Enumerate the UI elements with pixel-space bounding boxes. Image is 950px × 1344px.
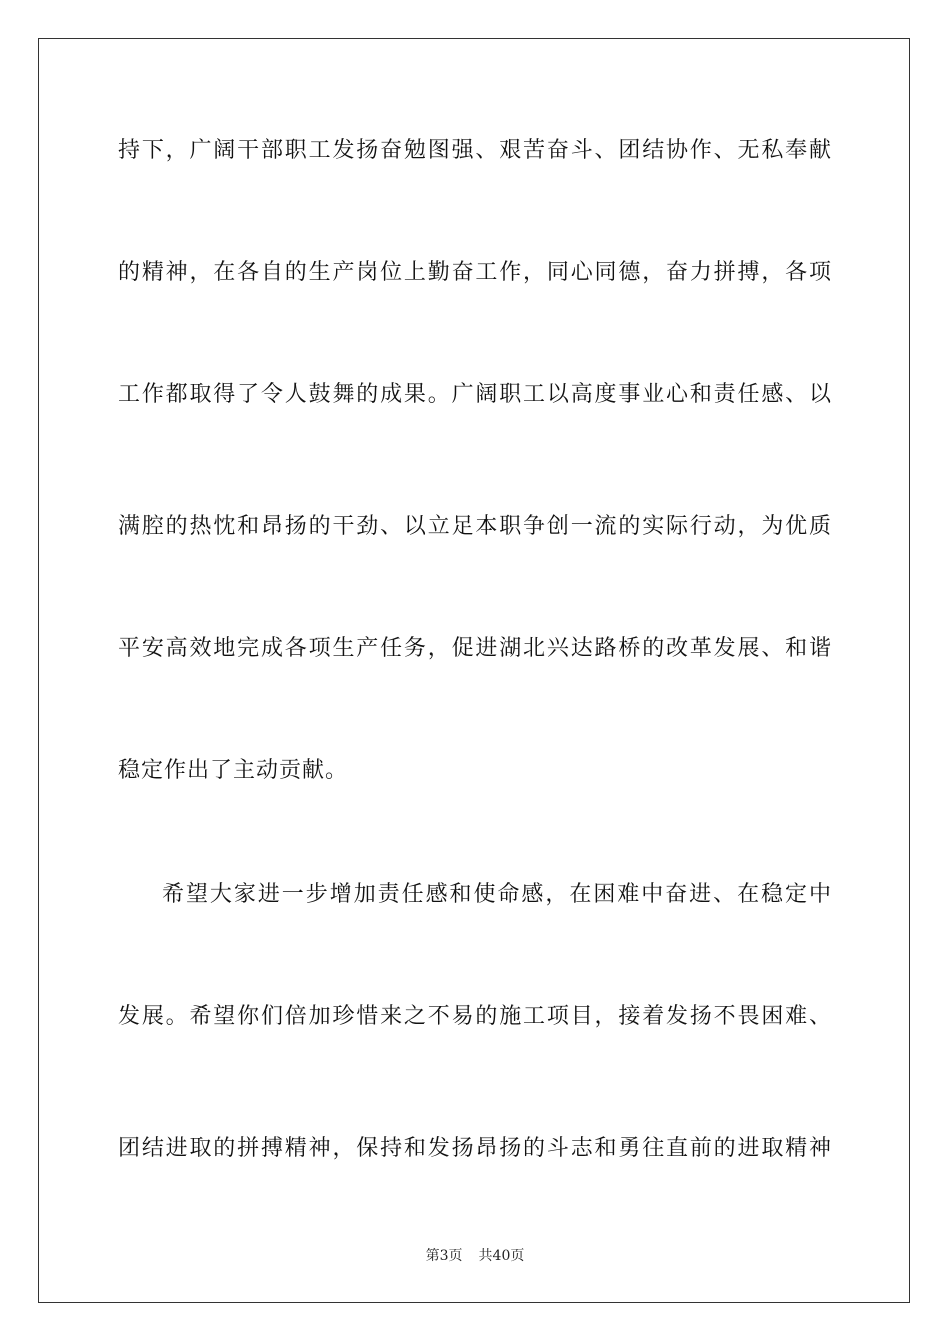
text-line-7-paragraph-start: 希望大家进一步增加责任感和使命感，在困难中奋进、在稳定中 <box>162 882 832 907</box>
text-line-5: 平安高效地完成各项生产任务，促进湖北兴达路桥的改革发展、和谐 <box>118 636 832 661</box>
page-footer <box>0 1246 950 1266</box>
page-border <box>38 38 910 1303</box>
text-line-3: 工作都取得了令人鼓舞的成果。广阔职工以高度事业心和责任感、以 <box>118 382 832 407</box>
text-line-1: 持下，广阔干部职工发扬奋勉图强、艰苦奋斗、团结协作、无私奉献 <box>118 138 832 163</box>
text-line-8: 发展。希望你们倍加珍惜来之不易的施工项目，接着发扬不畏困难、 <box>118 1004 832 1029</box>
text-line-9: 团结进取的拼搏精神，保持和发扬昂扬的斗志和勇往直前的进取精神 <box>118 1136 832 1161</box>
text-line-6: 稳定作出了主动贡献。 <box>118 758 349 783</box>
page-total: 共40页 <box>478 1248 525 1264</box>
text-line-2: 的精神，在各自的生产岗位上勤奋工作，同心同德，奋力拼搏，各项 <box>118 260 832 285</box>
text-line-4: 满腔的热忱和昂扬的干劲、以立足本职争创一流的实际行动，为优质 <box>118 514 832 539</box>
page-number: 第3页 <box>425 1248 463 1264</box>
